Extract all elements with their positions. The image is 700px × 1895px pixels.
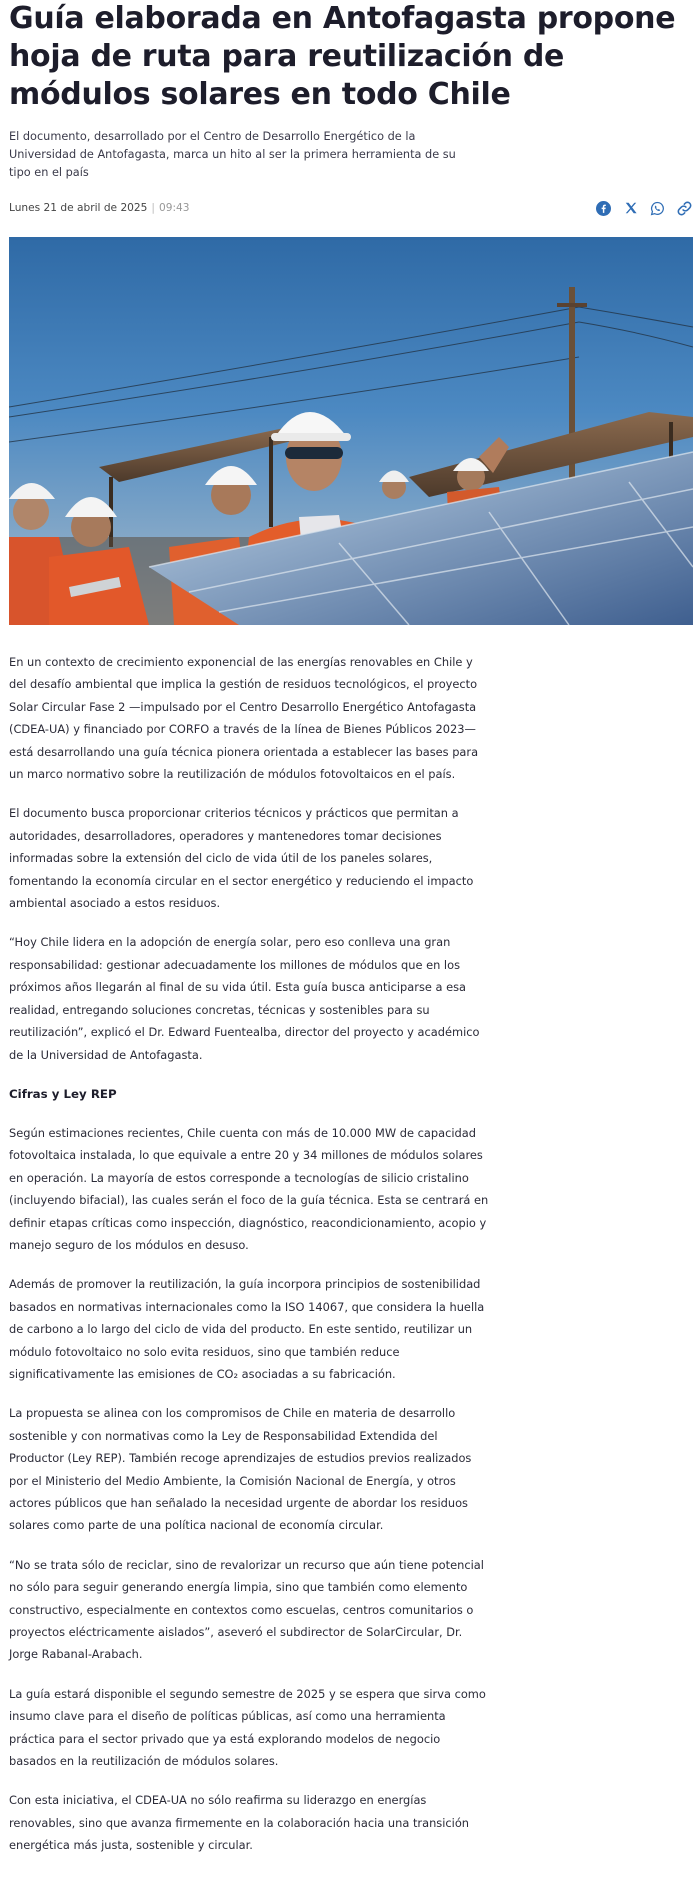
facebook-icon[interactable] (595, 200, 612, 217)
meta-separator: | (151, 202, 155, 214)
article-meta (9, 202, 190, 214)
paragraph: La guía estará disponible el segundo semestre de 2025 y se espera que sirva como insumo clave para el diseño de políticas públicas, así como una herramienta práctica para el sector privado que ya está explorando modelos de negocio basados en la reutilización de módulos solares. (9, 1686, 486, 1769)
paragraph: La propuesta se alinea con los compromisos de Chile en materia de desarrollo sostenible y con normativas como la Ley de Responsabilidad Extendida del Productor (Ley REP). También recoge aprendizajes de estudios previos realizados por el Ministerio del Medio Ambiente, la Comisión Nacional de Energía, y otros actores públicos que han señalado la necesidad urgente de abordar los residuos solares como parte de una política nacional de economía circular. (9, 1406, 472, 1533)
article-lead: El documento, desarrollado por el Centro de Desarrollo Energético de la Universidad de Antofagasta, marca un hito al ser la primera herramienta de su tipo en el país (9, 130, 456, 179)
paragraph: “Hoy Chile lidera en la adopción de energía solar, pero eso conlleva una gran responsabilidad: gestionar adecuadamente los millones de módulos que en los próximos años llegarán al final de su vida útil. Esta guía busca anticiparse a esa realidad, entregando soluciones concretas, técnicas y sostenibles para su reutilización”, explicó el Dr. Edward Fuentealba, director del proyecto y académico de la Universidad de Antofagasta. (9, 935, 480, 1062)
hero-illustration (9, 237, 693, 625)
article-time: 09:43 (158, 202, 190, 214)
paragraph: Además de promover la reutilización, la guía incorpora principios de sostenibilidad basados en normativas internacionales como la ISO 14067, que considera la huella de carbono a lo largo del ciclo de vida del producto. En este sentido, reutilizar un módulo fotovoltaico no solo evita residuos, sino que también reduce significativamente las emisiones de CO₂ asociadas a su fabricación. (9, 1277, 485, 1381)
paragraph: En un contexto de crecimiento exponencial de las energías renovables en Chile y del desafío ambiental que implica la gestión de residuos tecnológicos, el proyecto Solar Circular Fase 2 —impulsado por el Centro Desarrollo Energético Antofagasta (CDEA-UA) y financiado por CORFO a través de la línea de Bienes Públicos 2023— está desarrollando una guía técnica pionera orientada a establecer las bases para un marco normativo sobre la reutilización de módulos fotovoltaicos en el país. (9, 655, 479, 782)
paragraph: Con esta iniciativa, el CDEA-UA no sólo reafirma su liderazgo en energías renovables, sino que avanza firmemente en la colaboración hacia una transición energética más justa, sostenible y circular. (9, 1793, 470, 1853)
x-icon[interactable] (622, 200, 639, 217)
section-heading: Cifras y Ley REP (9, 1086, 117, 1101)
article-date: Lunes 21 de abril de 2025 (9, 202, 148, 214)
article-title: Guía elaborada en Antofagasta propone hoja de ruta para reutilización de módulos solares en todo Chile (9, 1, 676, 112)
whatsapp-icon[interactable] (649, 200, 666, 217)
article-body (9, 651, 489, 1857)
paragraph: Según estimaciones recientes, Chile cuenta con más de 10.000 MW de capacidad fotovoltaica instalada, lo que equivale a entre 20 y 34 millones de módulos solares en operación. La mayoría de estos corresponde a tecnologías de silicio cristalino (incluyendo bifacial), las cuales serán el foco de la guía técnica. Esta se centrará en definir etapas críticas como inspección, diagnóstico, reacondicionamiento, acopio y manejo seguro de los módulos en desuso. (9, 1125, 489, 1252)
hero-photo (9, 237, 693, 625)
meta-row (9, 196, 693, 220)
paragraph: “No se trata sólo de reciclar, sino de revalorizar un recurso que aún tiene potencial no sólo para seguir generando energía limpia, sino que también como elemento constructivo, especialmente en contextos como escuelas, centros comunitarios o proyectos eléctricamente aislados”, aseveró el subdirector de SolarCircular, Dr. Jorge Rabanal-Arabach. (9, 1557, 484, 1662)
paragraph: El documento busca proporcionar criterios técnicos y prácticos que permitan a autoridades, desarrolladores, operadores y mantenedores tomar decisiones informadas sobre la extensión del ciclo de vida útil de los paneles solares, fomentando la economía circular en el sector energético y reduciendo el impacto ambiental asociado a estos residuos. (9, 806, 474, 911)
link-icon[interactable] (676, 200, 693, 217)
share-bar (595, 200, 693, 217)
